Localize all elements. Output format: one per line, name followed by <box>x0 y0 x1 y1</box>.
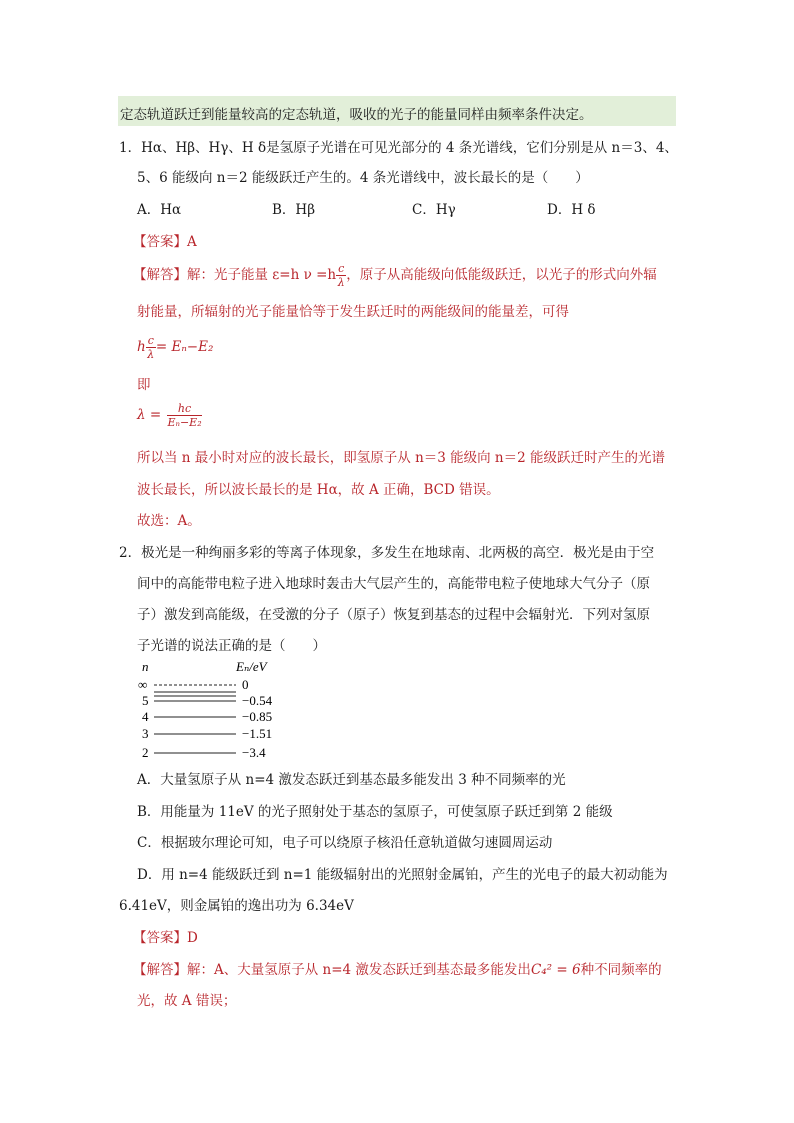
solution-text: 解：光子能量 ε=h ν =h <box>187 267 337 283</box>
equation-wavelength: λ = $\frac{hc}{\text{Eₙ−E₂}}$ <box>137 402 202 429</box>
q1-option-d: D．H δ <box>547 202 596 218</box>
level-n-5: 5 <box>142 693 149 708</box>
q2-solution-line2: 光，故 A 错误； <box>137 993 237 1009</box>
solution-text-cont: ，原子从高能级向低能级跃迁，以光子的形式向外辐 <box>346 267 657 283</box>
n-header: n <box>142 659 149 674</box>
q1-stem-line2: 5、6 能级向 n＝2 能级跃迁产生的。4 条光谱线中，波长最长的是（ ） <box>137 170 589 186</box>
c-over-lambda-fraction: $\frac{c}{\lambda}$ <box>337 262 345 289</box>
q1-option-b: B．Hβ <box>272 202 315 218</box>
q2-stem-line3: 子）激发到高能级，在受激的分子（原子）恢复到基态的过程中会辐射光．下列对氢原 <box>137 607 650 623</box>
answer-value: D <box>187 930 198 946</box>
solution-text: 解：A、大量氢原子从 n=4 激发态跃迁到基态最多能发出 <box>187 962 531 978</box>
answer-label: 【答案】 <box>133 234 187 250</box>
highlight-banner <box>118 96 676 126</box>
combination-formula: C₄² = 6 <box>530 962 581 978</box>
level-n-inf: ∞ <box>138 677 148 692</box>
q1-solution-line1 <box>133 262 657 289</box>
q2-option-d-line1: D．用 n=4 能级跃迁到 n=1 能级辐射出的光照射金属铂，产生的光电子的最大初动能为 <box>137 867 668 883</box>
level-e-3: −1.51 <box>242 726 273 741</box>
q1-solution-line4: 波长最长，所以波长最长的是 Hα，故 A 正确，BCD 错误。 <box>137 482 500 498</box>
q1-choose: 故选：A。 <box>137 513 201 529</box>
banner-text: 定态轨道跃迁到能量较高的定态轨道，吸收的光子的能量同样由频率条件决定。 <box>120 107 593 123</box>
energy-header: Eₙ/eV <box>236 659 267 674</box>
energy-level-diagram <box>136 655 296 765</box>
q2-stem-line4: 子光谱的说法正确的是（ ） <box>137 638 326 654</box>
solution-text-cont: 种不同频率的 <box>580 962 662 978</box>
q2-option-b: B．用能量为 11eV 的光子照射处于基态的氢原子，可使氢原子跃迁到第 2 能级 <box>137 804 613 820</box>
equation-energy: h $\frac{c}{\lambda}$ = Eₙ−E₂ <box>137 334 214 361</box>
q2-option-d-line2: 6.41eV，则金属铂的逸出功为 6.34eV <box>119 898 354 914</box>
q1-option-c: C．Hγ <box>412 202 456 218</box>
q2-solution-line1 <box>133 958 662 978</box>
q1-solution-line3: 所以当 n 最小时对应的波长最长，即氢原子从 n＝3 能级向 n＝2 能级跃迁时产生的光谱 <box>137 450 666 466</box>
q2-stem-line1: 2．极光是一种绚丽多彩的等离子体现象，多发生在地球南、北两极的高空．极光是由于空 <box>119 545 655 561</box>
level-e-5: −0.54 <box>242 693 273 708</box>
solution-label: 【解答】 <box>133 962 187 978</box>
level-n-3: 3 <box>142 726 149 741</box>
level-n-4: 4 <box>142 709 149 724</box>
q1-stem-line1: 1．Hα、Hβ、Hγ、H δ是氢原子光谱在可见光部分的 4 条光谱线，它们分别是从 n＝3、4、 <box>119 140 678 156</box>
q2-answer <box>133 926 198 946</box>
answer-value: A <box>187 234 197 250</box>
q2-option-c: C．根据玻尔理论可知，电子可以绕原子核沿任意轨道做匀速圆周运动 <box>137 835 553 851</box>
ji-label: 即 <box>137 377 151 393</box>
q1-answer <box>133 230 197 250</box>
q2-stem-line2: 间中的高能带电粒子进入地球时轰击大气层产生的，高能带电粒子使地球大气分子（原 <box>137 576 650 592</box>
answer-label: 【答案】 <box>133 930 187 946</box>
q2-option-a: A．大量氢原子从 n=4 激发态跃迁到基态最多能发出 3 种不同频率的光 <box>137 772 566 788</box>
level-e-inf: 0 <box>242 677 249 692</box>
level-e-2: −3.4 <box>242 745 266 760</box>
level-e-4: −0.85 <box>242 709 273 724</box>
q1-option-a: A．Hα <box>137 202 182 218</box>
solution-label: 【解答】 <box>133 267 187 283</box>
q1-solution-line2: 射能量，所辐射的光子能量恰等于发生跃迁时的两能级间的能量差，可得 <box>137 304 569 320</box>
level-n-2: 2 <box>142 745 149 760</box>
